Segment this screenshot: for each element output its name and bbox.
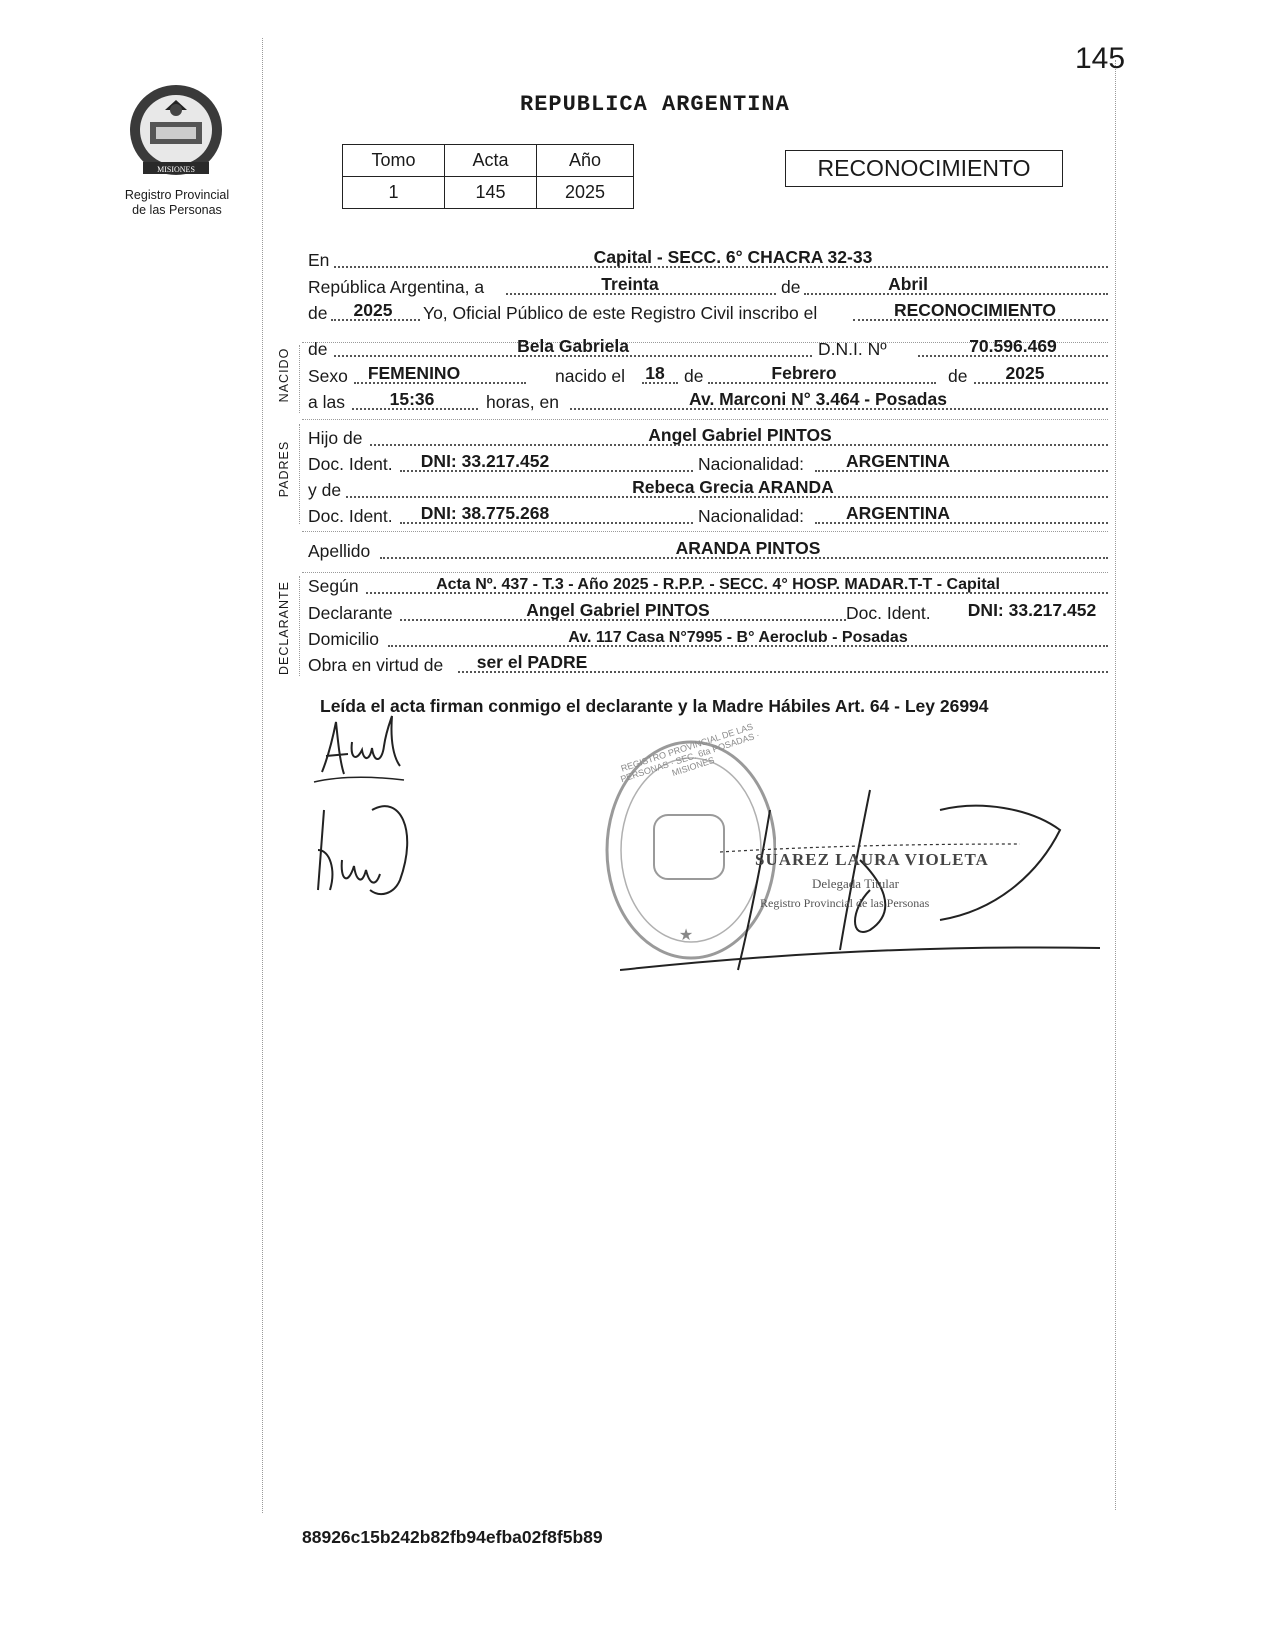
padres-section-label: PADRES [277,440,291,498]
document-type-box: RECONOCIMIENTO [785,150,1063,187]
province-seal-icon [125,80,227,178]
tomo-value: 1 [343,177,445,209]
tomo-header: Tomo [343,145,445,177]
place-value: Capital - SECC. 6° CHACRA 32-33 [593,247,873,267]
mother-signature [300,790,430,910]
country-label: República Argentina, a [308,277,485,297]
apellido-label: Apellido [308,541,371,561]
row-mother-doc [308,503,1108,527]
horas-label: horas, en [486,392,559,412]
row-mother [308,477,1108,501]
day-value: Treinta [601,274,659,294]
official-office-stamp: Registro Provincial de las Personas [760,896,930,910]
doc-ident-label: Doc. Ident. [308,506,393,526]
svg-text:MISIONES: MISIONES [157,165,195,174]
anio-value: 2025 [537,177,634,209]
acta-table-value-row [343,177,634,209]
de-label: de [781,277,801,297]
nacido-label: nacido el [555,366,626,386]
round-stamp-text: REGISTRO PROVINCIAL DE LAS PERSONAS · SEC. 6ta POSADAS · MISIONES [619,721,761,785]
child-name-value: Bela Gabriela [517,336,629,356]
act-value: RECONOCIMIENTO [893,300,1057,320]
mother-name-value: Rebeca Grecia ARANDA [632,477,834,497]
dotted-line [804,293,1108,295]
official-signature [620,770,1110,980]
reading-note: Leída el acta firman conmigo el declarante y la Madre Hábiles Art. 64 - Ley 26994 [320,696,989,716]
child-dni-value: 70.596.469 [969,336,1057,356]
father-name-value: Angel Gabriel PINTOS [648,425,832,445]
official-role-stamp: Delegada Titular [812,876,900,891]
nacionalidad-label: Nacionalidad: [698,506,805,526]
sexo-label: Sexo [308,366,348,386]
row-birth [308,363,1108,387]
obra-label: Obra en virtud de [308,655,444,675]
en-label: En [308,250,330,270]
right-margin-line [1115,60,1116,1510]
left-margin-line [262,38,263,1513]
father-nationality-value: ARGENTINA [845,451,951,471]
acta-value: 145 [445,177,537,209]
doc-ident-label: Doc. Ident. [308,454,393,474]
apellido-value: ARANDA PINTOS [675,538,821,558]
acta-reference-table [342,144,634,209]
birth-day-value: 18 [645,363,665,383]
row-date [308,274,1108,298]
domicilio-value: Av. 117 Casa N°7995 - B° Aeroclub - Posadas [568,629,908,646]
acta-table-header-row [343,145,634,177]
row-domicilio [308,626,1108,650]
section-bracket [299,424,300,524]
section-divider [302,419,1108,420]
y-de-label: y de [308,480,342,500]
birth-month-value: Febrero [771,363,837,383]
section-divider [302,531,1108,532]
row-birth-place [308,389,1108,413]
declarante-label: Declarante [308,603,393,623]
segun-value: Acta Nº. 437 - T.3 - Año 2025 - R.P.P. - SECC. 4° HOSP. MADAR.T-T - Capital [436,576,1000,593]
registry-name-line-1: Registro Provincial [124,188,230,202]
declarante-name-value: Angel Gabriel PINTOS [526,600,710,620]
year-value: 2025 [353,300,393,320]
row-segun [308,573,1108,597]
row-place [308,247,1108,271]
row-apellido [308,538,1108,562]
mother-nationality-value: ARGENTINA [845,503,951,523]
row-statement [308,300,1108,324]
row-father-doc [308,451,1108,475]
official-name-stamp: SUAREZ LAURA VIOLETA [755,850,989,869]
domicilio-label: Domicilio [308,629,379,649]
document-header-title: REPUBLICA ARGENTINA [520,92,790,117]
anio-header: Año [537,145,634,177]
a-las-label: a las [308,392,345,412]
year-de-label: de [308,303,328,323]
obra-value: ser el PADRE [476,652,588,672]
segun-label: Según [308,576,359,596]
dni-label: D.N.I. Nº [818,339,887,359]
declarante-section-label: DECLARANTE [277,580,291,676]
section-bracket [299,576,300,676]
row-declarante [308,600,1108,624]
birth-place-value: Av. Marconi N° 3.464 - Posadas [689,389,947,409]
doc-ident-label: Doc. Ident. [846,603,931,623]
de-label: de [308,339,328,359]
row-child-name [308,336,1108,360]
sexo-value: FEMENINO [367,363,461,383]
page-number: 145 [1075,42,1126,75]
registry-name-line-2: de las Personas [132,203,222,217]
nacionalidad-label: Nacionalidad: [698,454,805,474]
acta-header: Acta [445,145,537,177]
statement-text: Yo, Oficial Público de este Registro Civil inscribo el [423,303,818,323]
declarant-signature [300,712,420,802]
birth-time-value: 15:36 [389,389,435,409]
de-label: de [684,366,704,386]
nacido-section-label: NACIDO [277,347,291,403]
de-label: de [948,366,968,386]
svg-text:★: ★ [678,927,694,944]
document-hash: 88926c15b242b82fb94efba02f8f5b89 [302,1527,603,1547]
mother-doc-value: DNI: 38.775.268 [420,503,550,523]
month-value: Abril [888,274,928,294]
birth-year-value: 2025 [1005,363,1045,383]
row-obra [308,652,1108,676]
registry-name [112,188,242,218]
father-doc-value: DNI: 33.217.452 [420,451,550,471]
row-father [308,425,1108,449]
section-bracket [299,345,300,413]
hijo-label: Hijo de [308,428,363,448]
declarante-doc-value: DNI: 33.217.452 [967,600,1097,620]
